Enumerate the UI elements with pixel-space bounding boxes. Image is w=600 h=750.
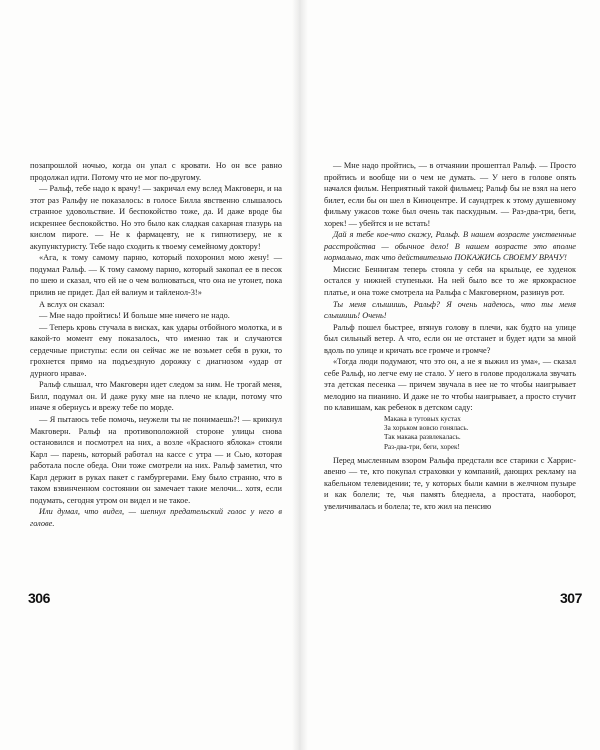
paragraph: «Ага, к тому самому парню, который похоронил мою жену! — подумал Ральф. — К тому самому парню, который закопал ее в песок по шею и сказал, что ей не о чем волноваться, что она не утонет, пока прилив не придет. Дал ей валиум и тайленол-3!» xyxy=(30,253,282,298)
paragraph: Ты меня слышишь, Ральф? Я очень надеюсь, что ты меня слышишь! Очень! xyxy=(324,299,576,321)
left-page-number: 306 xyxy=(28,590,50,606)
left-page xyxy=(30,160,282,530)
paragraph: Ральф пошел быстрее, втянув голову в плечи, как будто на улице был сильный ветер. А что, если он не отстанет и будет идти за мной вдоль по улице и кричать все громче и громче? xyxy=(324,322,576,355)
paragraph: Дай я тебе кое-что скажу, Ральф. В нашем возрасте умственные расстройства — обычное дело! В нашем возрасте это вполне нормально, так что действительно ПОКАЖИСЬ СВОЕМУ ВРАЧУ! xyxy=(324,230,576,263)
left-page-text xyxy=(30,160,282,530)
poem-line: Макака в тутовых кустах xyxy=(384,415,461,424)
paragraph: — Теперь кровь стучала в висках, как удары отбойного молотка, и в какой-то момент ему показалось, что именно так и случаются сердечные приступы: если он сейчас же не возьмет себя в руки, то грохнется прямо на подъездную дорожку с диагнозом «удар от дурного нрава». xyxy=(30,322,282,378)
paragraph: Или думал, что видел, — шепнул предательский голос у него в голове. xyxy=(30,507,282,528)
paragraph: — Мне надо пройтись! И больше мне ничего не надо. xyxy=(39,311,230,321)
poem-line: Раз-два-три, беги, хорек! xyxy=(384,442,460,451)
paragraph: — Я пытаюсь тебе помочь, неужели ты не понимаешь?! — крикнул Макговерн. Ральф на противоположной стороне улицы снова остановился и посмотрел на них, а возле «Красного яблока» стояли Карл — парень, который работал на кассе с утра — и Сью, которая работала после обеда. Они тоже смотрели на них. Ральф заметил, что Карл держит в руках пакет с гамбургерами. Ему было странно, что в таком взвинченном состоянии он замечает такие мелочи... хотя, если подумать, сегодня утром он видел и не такое. xyxy=(30,415,282,505)
right-page-number: 307 xyxy=(560,590,582,606)
paragraph: — Ральф, тебе надо к врачу! — закричал ему вслед Макговерн, и на этот раз Ральфу не показалось: в голосе Билла явственно слышалось странное удовольствие. И беспокойство тоже, да. И даже вроде бы искреннее беспокойство. Но это было как сладкая сахарная глазурь на кислом пироге. — Не к фармацевту, не к гипнотизеру, не к акупунктуристу. Тебе надо сходить к твоему семейному доктору! xyxy=(30,184,282,251)
poem-line: За хорьком вовсю гонялась. xyxy=(384,424,469,433)
nursery-rhyme xyxy=(384,415,576,452)
paragraph: Перед мысленным взором Ральфа предстали все старики с Харрис-авеню — те, кто покупал страховки у компаний, дающих рекламу на кабельном телевидении; те, у которых были камни в желчном пузыре и как болели; те, чья память бледнела, а простата, наоборот, увеличивалась и болела; те, кто жил на пенсию xyxy=(324,455,576,512)
paragraph: позапрошлой ночью, когда он упал с кровати. Но он все равно продолжал идти. Потому что не мог по-другому. xyxy=(30,161,282,182)
right-page-text xyxy=(324,160,576,513)
page-gutter xyxy=(292,0,308,750)
paragraph: А вслух он сказал: xyxy=(39,299,105,309)
paragraph: — Мне надо пройтись, — в отчаянии прошептал Ральф. — Просто пройтись и вообще ни о чем не думать. — У него в голове опять начался фильм. Неприятный такой фильмец; Ральф бы не взял на него билет, если бы он шел в Киноцентре. И саундтрек к этому душевному фильму ужасов тоже был очень так паскудным. — Раз-два-три, беги, хорек! — убейтся и не встать! xyxy=(324,161,576,228)
right-page xyxy=(324,160,576,513)
paragraph: «Тогда люди подумают, что это он, а не я выжил из ума», — сказал себе Ральф, но легче ему не стало. У него в голове продолжала звучать эта детская песенка — причем звучала в нее не то чтобы наигрывает мелодию на пианино. И даже не то чтобы наигрывает, а просто стучит по клавишам, как ребенок в детском саду: xyxy=(324,357,576,413)
paragraph: Миссис Беннигам теперь стояла у себя на крыльце, ее худенок остался у нижней ступеньки. На ней было все то же яркокрасное платье, и она тоже смотрела на Ральфа с Макговерном, разинув рот. xyxy=(324,264,576,298)
poem-line: Так макака развлекалась. xyxy=(384,433,461,442)
paragraph: Ральф слышал, что Макговерн идет следом за ним. Не трогай меня, Билл, подумал он. И даже руку мне на плечо не клади, потому что иначе я обернусь и врежу тебе по морде. xyxy=(30,380,282,413)
